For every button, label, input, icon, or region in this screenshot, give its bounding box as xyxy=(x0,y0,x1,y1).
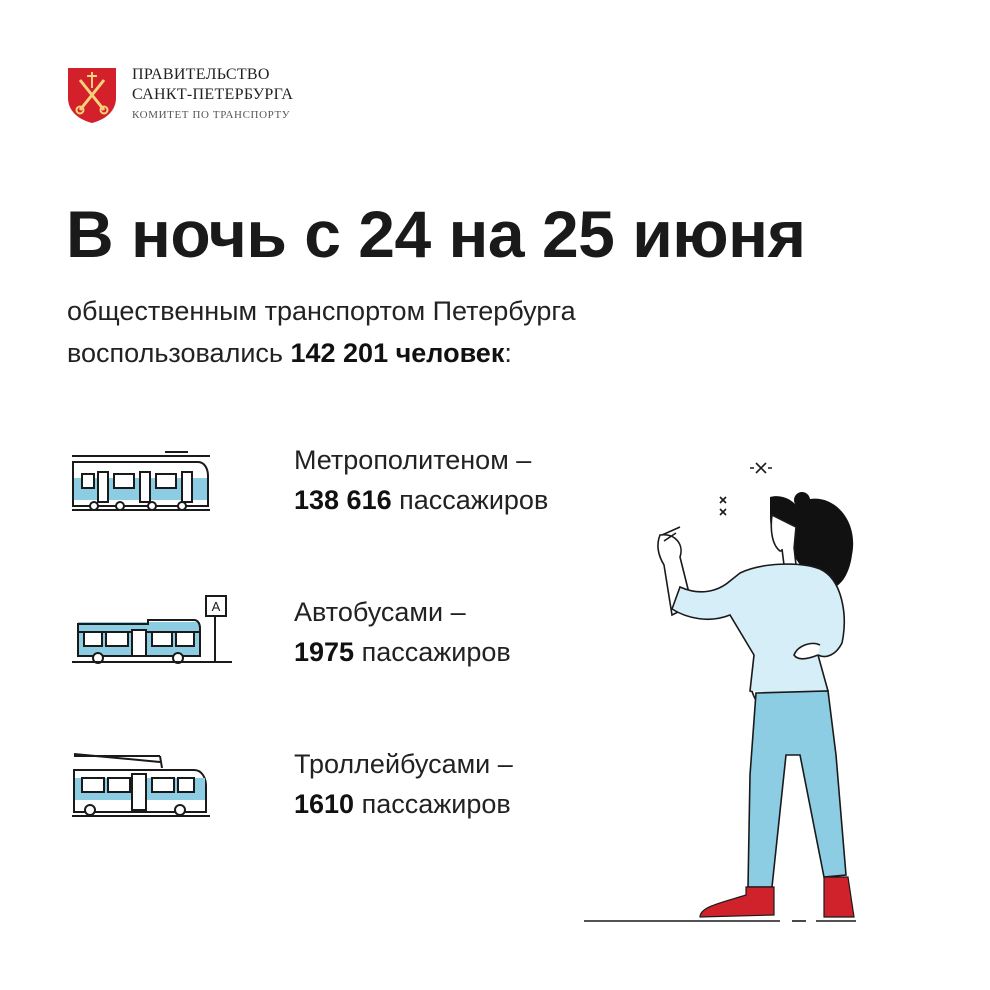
stat-metro-value: 138 616 xyxy=(294,485,392,515)
coat-of-arms-icon xyxy=(66,66,118,124)
stat-bus: Автобусами – 1975 пассажиров xyxy=(294,592,511,672)
total-passengers: 142 201 человек xyxy=(290,338,505,368)
stat-metro: Метрополитеном – 138 616 пассажиров xyxy=(294,440,548,520)
headline-subtitle xyxy=(67,290,576,374)
metro-train-icon xyxy=(70,448,212,514)
subtitle-line1: общественным транспортом Петербурга xyxy=(67,296,576,326)
stat-metro-label: Метрополитеном – xyxy=(294,445,532,475)
stat-bus-value: 1975 xyxy=(294,637,355,667)
trolleybus-icon xyxy=(70,750,212,820)
stat-bus-label: Автобусами – xyxy=(294,597,466,627)
stat-trolleybus: Троллейбусами – 1610 пассажиров xyxy=(294,744,513,824)
government-logo xyxy=(66,66,316,128)
page-title: В ночь с 24 на 25 июня xyxy=(66,197,806,271)
bus-icon xyxy=(70,590,236,666)
svg-text:A: A xyxy=(211,599,221,614)
subtitle-line2: воспользовались 142 201 человек: xyxy=(67,338,512,368)
stat-trolleybus-value: 1610 xyxy=(294,789,355,819)
stat-trolleybus-label: Троллейбусами – xyxy=(294,749,513,779)
org-name-line1: ПРАВИТЕЛЬСТВО xyxy=(132,66,270,83)
woman-illustration xyxy=(580,455,860,930)
org-committee: КОМИТЕТ ПО ТРАНСПОРТУ xyxy=(132,109,291,121)
org-name-line2: САНКТ-ПЕТЕРБУРГА xyxy=(132,86,294,103)
